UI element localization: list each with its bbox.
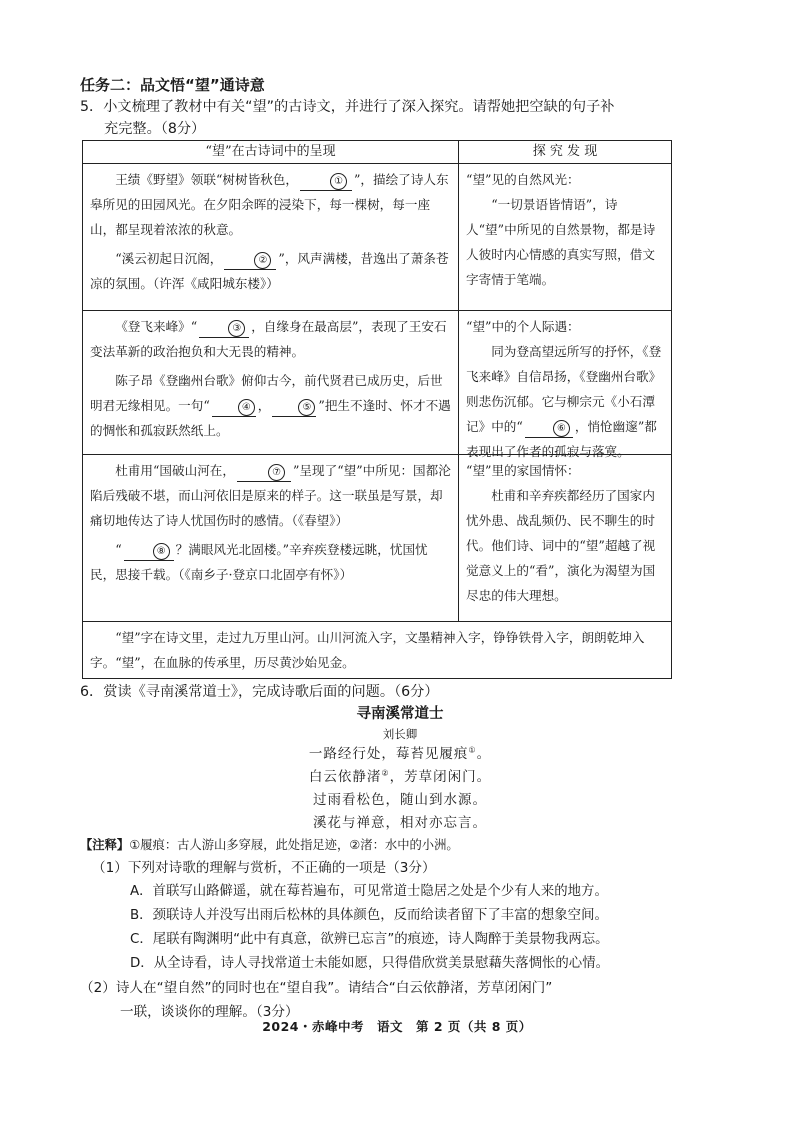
row2-find-body: 同为登高望远所写的抒怀，《登飞来峰》自信昂扬，《登幽州台歌》则悲伤沉郁。它与柳宗元《小石潭记》中的“ ⑥ ，悄怆幽邃”都表现出了作者的孤寂与落寞。 [466, 344, 662, 459]
poem-line-2: 白云依静渚②，芳草闭闲门。 [308, 768, 492, 785]
row1-find-title: “望”见的自然风光： [466, 172, 580, 187]
row3-find-title: “望”里的家国情怀： [466, 463, 580, 478]
exam-page [80, 74, 720, 1024]
poem-title: 寻南溪常道士 [356, 706, 444, 722]
poem-line-4: 溪花与禅意，相对亦忘言。 [313, 815, 487, 831]
option-a[interactable]: A．首联写山路僻遥，就在莓苔遍布，可见常道士隐居之处是个少有人来的地方。 [130, 884, 608, 899]
row1-find-body: “一切景语皆情语”，诗人“望”中所见的自然景物，都是诗人彼时内心情感的真实写照，借文字寄情于笔端。 [466, 197, 656, 287]
poem-notes: 【注释】①履痕：古人游山多穿屐，此处指足迹，②渚：水中的小洲。 [80, 838, 459, 852]
row3-find-body: 杜甫和辛弃疾都经历了国家内忧外患、战乱频仍、民不聊生的时代。他们诗、词中的“望”超越了视觉意义上的“看”，演化为渴望为国尽忠的伟大理想。 [466, 488, 656, 603]
task-title: 任务二：品文悟“望”通诗意 [80, 76, 265, 94]
row3-para1: 杜甫用“国破山河在， ⑦ ”呈现了“望”中所见：国都沦陷后残破不堪，而山河依旧是原来的样子。这一联虽是写景，却痛切地传达了诗人忧国伤时的感情。（《春望》） [90, 463, 451, 528]
table-summary: “望”字在诗文里，走过九万里山河。山川河流入字，文墨精神入字，铮铮铁骨入字，朗朗乾坤入字。“望”，在血脉的传承里，历尽黄沙始见金。 [90, 630, 645, 670]
poem-line-1: 一路经行处，莓苔见履痕①。 [308, 745, 492, 762]
row2-para2: 陈子昂《登幽州台歌》俯仰古今，前代贤君已成历史，后世明君无缘相见。一句“ ④ ， ⑤ ”把生不逢时、怀才不遇的惆怅和孤寂跃然纸上。 [90, 373, 451, 438]
table-header-left: “望”在古诗词中的呈现 [83, 141, 459, 164]
blank-2[interactable]: ② [224, 251, 276, 270]
table-row-summary [83, 622, 672, 679]
blank-3[interactable]: ③ [199, 319, 249, 338]
blank-8[interactable]: ⑧ [124, 542, 174, 561]
option-b[interactable]: B．颈联诗人并没写出雨后松林的具体颜色，反而给读者留下了丰富的想象空间。 [130, 908, 608, 923]
q5-stem-line1: 5．小文梳理了教材中有关“望”的古诗文，并进行了深入探究。请帮她把空缺的句子补 [80, 99, 615, 115]
poem-author: 刘长卿 [382, 727, 418, 741]
q5-table [82, 140, 672, 679]
option-c[interactable]: C．尾联有陶渊明“此中有真意，欲辨已忘言”的痕迹，诗人陶醉于美景物我两忘。 [130, 932, 609, 947]
row2-find-title: “望”中的个人际遇： [466, 319, 580, 334]
blank-6[interactable]: ⑥ [525, 419, 573, 438]
blank-4[interactable]: ④ [212, 398, 256, 417]
blank-7[interactable]: ⑦ [237, 463, 291, 482]
q6-sub2-line2: 一联，谈谈你的理解。（3分） [120, 1004, 299, 1020]
row1-para2: “溪云初起日沉阁， ② ”，风声满楼，昔逸出了萧条苍凉的氛围。（许浑《咸阳城东楼》） [90, 251, 449, 291]
q6-stem: 6．赏读《寻南溪常道士》，完成诗歌后面的问题。（6分） [80, 684, 439, 700]
row3-para2: “ ⑧ ？满眼风光北固楼。”辛弃疾登楼远眺，忧国忧民，思接千载。（《南乡子·登京口北固亭有怀》） [90, 542, 428, 582]
table-row-nature [83, 164, 672, 311]
q5-stem-line2: 充完整。（8分） [104, 121, 206, 137]
blank-1[interactable]: ① [300, 172, 352, 191]
poem-line-3: 过雨看松色，随山到水源。 [313, 792, 487, 808]
page-footer: 2024・赤峰中考 语文 第 2 页（共 8 页） [262, 1019, 532, 1034]
q6-sub2-line1: （2）诗人在“望自然”的同时也在“望自我”。请结合“白云依静渚，芳草闭闲门” [80, 980, 553, 996]
row1-para1: 王绩《野望》领联“树树皆秋色， ① ”，描绘了诗人东皋所见的田园风光。在夕阳余晖的浸染下，每一棵树，每一座山，都呈现着浓浓的秋意。 [90, 172, 449, 237]
table-row-country [83, 455, 672, 622]
table-header-right: 探 究 发 现 [459, 141, 672, 164]
q6-sub1-stem: （1）下列对诗歌的理解与赏析，不正确的一项是（3分） [92, 860, 436, 876]
row2-para1: 《登飞来峰》“ ③ ，自缘身在最高层”，表现了王安石变法革新的政治抱负和大无畏的精神。 [90, 319, 447, 359]
table-row-personal [83, 311, 672, 455]
option-d[interactable]: D．从全诗看，诗人寻找常道士未能如愿，只得借欣赏美景慰藉失落惆怅的心情。 [130, 956, 609, 971]
blank-5[interactable]: ⑤ [272, 398, 316, 417]
